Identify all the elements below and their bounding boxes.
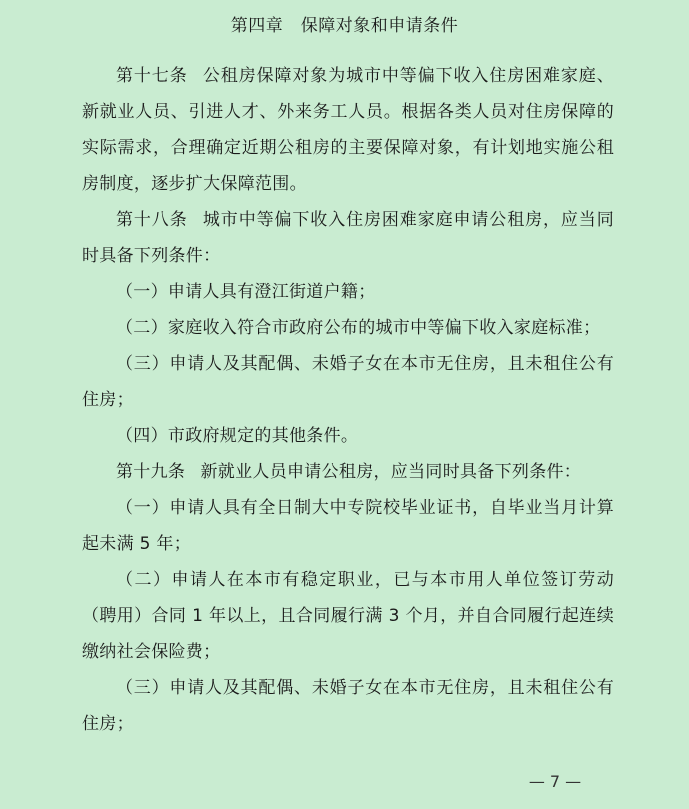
article-number: 第十八条 (116, 210, 188, 230)
page-number: — 7 — (528, 772, 582, 791)
paragraph-text: （三）申请人及其配偶、未婚子女在本市无住房，且未租住公有住房； (82, 678, 614, 734)
article-number: 第十七条 (116, 66, 188, 86)
body-text (82, 58, 614, 742)
condition-item (82, 310, 614, 346)
condition-item (82, 490, 614, 562)
paragraph-text: （一）申请人具有全日制大中专院校毕业证书，自毕业当月计算起未满 5 年； (82, 498, 614, 554)
condition-item (82, 274, 614, 310)
article-18-paragraph (82, 202, 614, 274)
paragraph-text: （一）申请人具有澄江街道户籍； (116, 282, 376, 302)
chapter-title: 第四章 保障对象和申请条件 (230, 16, 459, 36)
paragraph-text: 城市中等偏下收入住房困难家庭申请公租房，应当同时具备下列条件： (82, 210, 614, 266)
paragraph-text: （二）申请人在本市有稳定职业，已与本市用人单位签订劳动（聘用）合同 1 年以上，且合同履行满 3 个月，并自合同履行起连续缴纳社会保险费； (82, 570, 614, 662)
article-17-paragraph (82, 58, 614, 202)
article-number: 第十九条 (116, 462, 186, 482)
paragraph-text: 公租房保障对象为城市中等偏下收入住房困难家庭、新就业人员、引进人才、外来务工人员。根据各类人员对住房保障的实际需求，合理确定近期公租房的主要保障对象，有计划地实施公租房制度，逐步扩大保障范围。 (82, 66, 614, 194)
condition-item (82, 562, 614, 670)
condition-item (82, 418, 614, 454)
condition-item (82, 670, 614, 742)
paragraph-text: （三）申请人及其配偶、未婚子女在本市无住房，且未租住公有住房； (82, 354, 614, 410)
article-19-paragraph (82, 454, 614, 490)
paragraph-text: （四）市政府规定的其他条件。 (116, 426, 359, 446)
paragraph-text: （二）家庭收入符合市政府公布的城市中等偏下收入家庭标准； (116, 318, 601, 338)
paragraph-text: 新就业人员申请公租房，应当同时具备下列条件： (200, 462, 582, 482)
condition-item (82, 346, 614, 418)
